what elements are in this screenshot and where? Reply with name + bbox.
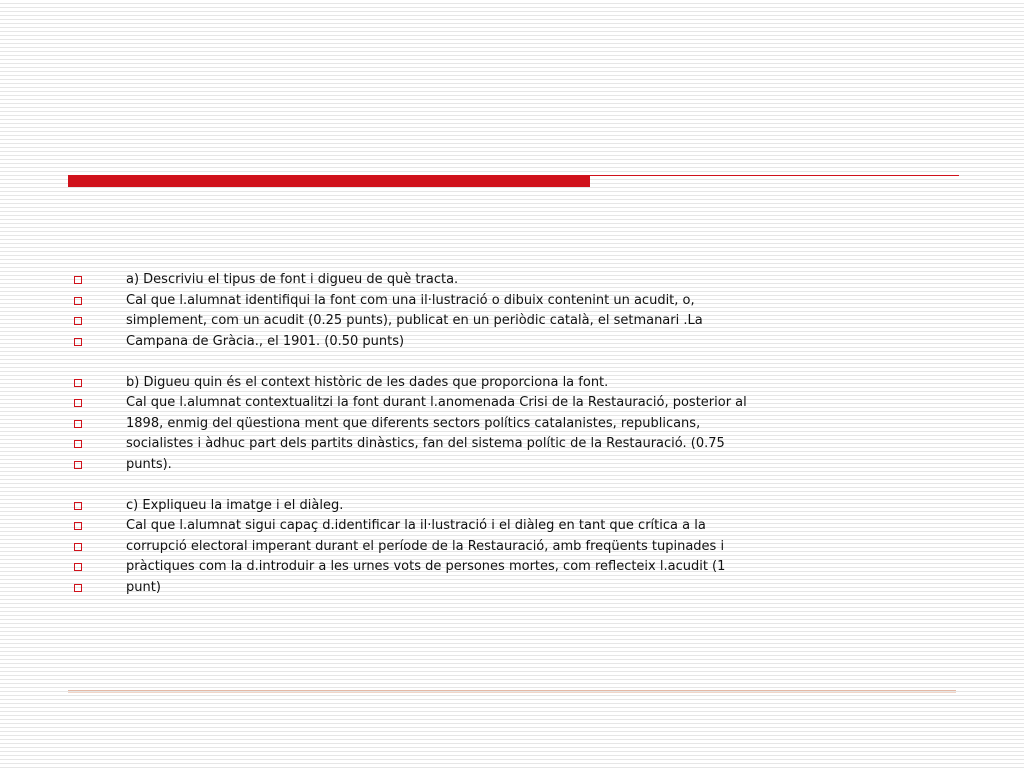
list-item	[74, 537, 834, 558]
hollow-square-bullet-icon	[74, 522, 82, 530]
list-item	[74, 373, 834, 394]
bullet-text: punts).	[126, 456, 172, 472]
hollow-square-bullet-icon	[74, 440, 82, 448]
list-item	[74, 557, 834, 578]
hollow-square-bullet-icon	[74, 563, 82, 571]
bullet-text: Cal que l.alumnat sigui capaç d.identificar la il·lustració i el diàleg en tant que crítica a la	[126, 518, 706, 533]
list-item	[74, 434, 834, 455]
bullet-text: socialistes i àdhuc part dels partits dinàstics, fan del sistema polític de la Restauració. (0.75	[126, 436, 725, 451]
hollow-square-bullet-icon	[74, 543, 82, 551]
bullet-text: c) Expliqueu la imatge i el diàleg.	[126, 497, 344, 513]
bullet-text: pràctiques com la d.introduir a les urnes vots de persones mortes, com reflecteix l.acudit (1	[126, 559, 726, 574]
hollow-square-bullet-icon	[74, 276, 82, 284]
list-item	[74, 578, 834, 599]
list-item	[74, 311, 834, 332]
hollow-square-bullet-icon	[74, 584, 82, 592]
footer-rule-secondary	[68, 692, 956, 693]
hollow-square-bullet-icon	[74, 297, 82, 305]
bullet-text: Cal que l.alumnat contextualitzi la font durant l.anomenada Crisi de la Restauració, posterior al	[126, 395, 747, 410]
bullet-list	[74, 270, 834, 598]
bullet-text: 1898, enmig del qüestiona ment que diferents sectors polítics catalanistes, republicans,	[126, 415, 701, 431]
hollow-square-bullet-icon	[74, 317, 82, 325]
hollow-square-bullet-icon	[74, 399, 82, 407]
footer-rule	[68, 690, 956, 691]
bullet-text: Cal que l.alumnat identifiqui la font com una il·lustració o dibuix contenint un acudit, o,	[126, 292, 695, 308]
bullet-text: punt)	[126, 579, 161, 595]
title-accent-bar	[68, 175, 590, 187]
list-item	[74, 414, 834, 435]
bullet-text: a) Descriviu el tipus de font i digueu de què tracta.	[126, 272, 459, 287]
list-item	[74, 270, 834, 291]
title-accent-rule	[590, 175, 959, 176]
list-item	[74, 393, 834, 414]
hollow-square-bullet-icon	[74, 338, 82, 346]
hollow-square-bullet-icon	[74, 420, 82, 428]
hollow-square-bullet-icon	[74, 502, 82, 510]
hollow-square-bullet-icon	[74, 379, 82, 387]
bullet-text: corrupció electoral imperant durant el període de la Restauració, amb freqüents tupinades i	[126, 538, 725, 554]
list-item	[74, 332, 834, 353]
bullet-text: simplement, com un acudit (0.25 punts), publicat en un periòdic català, el setmanari .La	[126, 313, 703, 328]
hollow-square-bullet-icon	[74, 461, 82, 469]
list-item	[74, 496, 834, 517]
list-item	[74, 455, 834, 476]
list-item	[74, 291, 834, 312]
bullet-text: Campana de Gràcia., el 1901. (0.50 punts)	[126, 333, 405, 349]
bullet-text: b) Digueu quin és el context històric de les dades que proporciona la font.	[126, 374, 609, 390]
list-item	[74, 516, 834, 537]
